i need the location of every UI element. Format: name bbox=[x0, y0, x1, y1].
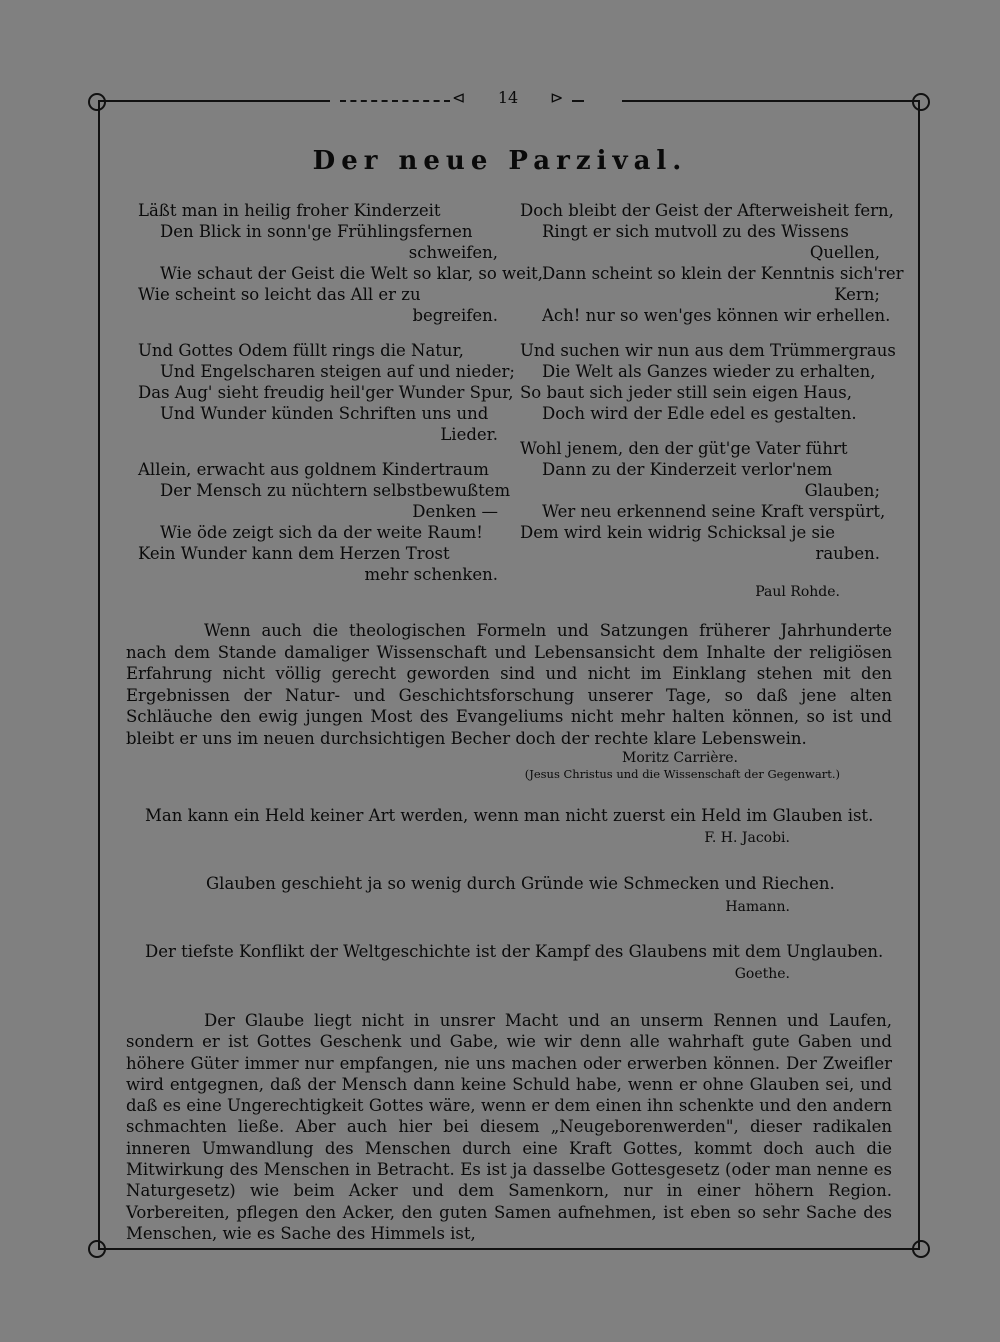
frame-left bbox=[98, 100, 100, 1250]
quote-line: Man kann ein Held keiner Art werden, wenn man nicht zuerst ein Held im Glauben ist. bbox=[145, 806, 874, 825]
page-number: 14 bbox=[497, 88, 519, 107]
page-header bbox=[0, 86, 1000, 116]
poem-line: Die Welt als Ganzes wieder zu erhalten, bbox=[542, 362, 876, 381]
stanza bbox=[138, 340, 515, 445]
poem-line: Und Engelscharen steigen auf und nieder; bbox=[160, 362, 515, 381]
quote-author: Hamann. bbox=[725, 899, 790, 915]
poem-line: Lieder. bbox=[440, 425, 498, 444]
header-dash-left bbox=[340, 100, 450, 102]
corner-ornament-bl bbox=[88, 1240, 106, 1258]
frame-right bbox=[918, 100, 920, 1250]
poem-author: Paul Rohde. bbox=[755, 584, 840, 600]
poem-column-right bbox=[520, 200, 904, 578]
poem-line: Dann scheint so klein der Kenntnis sich'rer bbox=[542, 264, 904, 283]
poem-line: Der Mensch zu nüchtern selbstbewußtem bbox=[160, 481, 511, 500]
poem-line: schweifen, bbox=[408, 243, 498, 262]
stanza bbox=[138, 459, 511, 585]
poem-line: Wie scheint so leicht das All er zu bbox=[138, 285, 421, 304]
poem-line: Doch wird der Edle edel es gestalten. bbox=[542, 404, 857, 423]
poem-line: Das Aug' sieht freudig heil'ger Wunder Spur, bbox=[138, 383, 514, 402]
poem-line: begreifen. bbox=[412, 306, 498, 325]
frame-bottom bbox=[98, 1248, 920, 1250]
poem-line: Doch bleibt der Geist der Afterweisheit fern, bbox=[520, 201, 894, 220]
poem-line: mehr schenken. bbox=[364, 565, 498, 584]
stanza bbox=[520, 438, 886, 564]
poem-line: Kern; bbox=[834, 285, 880, 304]
poem-line: Kein Wunder kann dem Herzen Trost bbox=[138, 544, 450, 563]
poem-line: Allein, erwacht aus goldnem Kindertraum bbox=[138, 460, 489, 479]
body-paragraph: Der Glaube liegt nicht in unsrer Macht und an unserm Rennen und Laufen, sondern er ist Gottes Geschenk und Gabe, wie wir denn alle wahrhaft gute Gaben und höhere Güter immer nur empfangen, nie uns machen oder erwerben können. Der Zweifler wird entgegnen, daß der Mensch dann keine Schuld habe, wenn er ohne Glauben sei, und daß es eine Ungerechtigkeit Gottes wäre, wenn er dem einen ihn schenkte und den andern schmachten ließe. Aber auch hier bei diesem „Neugeborenwerden", dieser radikalen inneren Umwandlung des Menschen durch eine Kraft Gottes, kommt doch auch die Mitwirkung des Menschen in Betracht. Es ist ja dasselbe Gottesgesetz (oder man nenne es Naturgesetz) wie beim Acker und dem Samenkorn, nur in einer höhern Region. Vorbereiten, pflegen den Acker, den guten Samen aufnehmen, ist eben so sehr Sache des Menschen, wie es Sache des Himmels ist, bbox=[126, 1011, 892, 1243]
poem-line: rauben. bbox=[815, 544, 880, 563]
quote-source: (Jesus Christus und die Wissenschaft der Gegenwart.) bbox=[524, 767, 840, 781]
poem-line: Glauben; bbox=[804, 481, 880, 500]
poem-line: Wohl jenem, den der güt'ge Vater führt bbox=[520, 439, 848, 458]
poem-line: Ringt er sich mutvoll zu des Wissens bbox=[542, 222, 849, 241]
poem-line: Dann zu der Kinderzeit verlor'nem bbox=[542, 460, 833, 479]
quote-line: Der tiefste Konflikt der Weltgeschichte ist der Kampf des Glaubens mit dem Unglauben. bbox=[145, 942, 884, 961]
quote-author: F. H. Jacobi. bbox=[704, 830, 790, 846]
poem-line: Wie öde zeigt sich da der weite Raum! bbox=[160, 523, 483, 542]
poem-line: Wie schaut der Geist die Welt so klar, so weit, bbox=[160, 264, 544, 283]
poem-line: Und suchen wir nun aus dem Trümmergraus bbox=[520, 341, 896, 360]
quote-line: Glauben geschieht ja so wenig durch Gründe wie Schmecken und Riechen. bbox=[206, 874, 835, 893]
poem-line: Wer neu erkennend seine Kraft verspürt, bbox=[542, 502, 886, 521]
poem-line: Läßt man in heilig froher Kinderzeit bbox=[138, 201, 441, 220]
stanza bbox=[520, 200, 904, 326]
corner-ornament-br bbox=[912, 1240, 930, 1258]
header-ornament-right: ⊳ bbox=[550, 88, 564, 107]
header-dash-right bbox=[572, 100, 584, 102]
quote-paragraph: Wenn auch die theologischen Formeln und Satzungen früherer Jahrhunderte nach dem Stande damaliger Wissenschaft und Lebensansicht dem Inhalte der religiösen Erfahrung nicht völlig gerecht geworden sind und nicht im Einklang stehen mit den Ergebnissen der Natur- und Geschichtsforschung unserer Tage, so daß jene alten Schläuche den ewig jungen Most des Evangeliums nicht mehr halten können, so ist und bleibt er uns im neuen durchsichtigen Becher doch der rechte klare Lebenswein. bbox=[126, 621, 892, 748]
quote-author: Moritz Carrière. bbox=[621, 750, 739, 766]
poem-line: Quellen, bbox=[809, 243, 880, 262]
poem-line: Ach! nur so wen'ges können wir erhellen. bbox=[542, 306, 891, 325]
poem-line: Und Gottes Odem füllt rings die Natur, bbox=[138, 341, 464, 360]
stanza bbox=[138, 200, 544, 326]
poem-line: Den Blick in sonn'ge Frühlingsfernen bbox=[160, 222, 473, 241]
poem-column-left bbox=[138, 200, 544, 599]
poem-line: Denken — bbox=[412, 502, 498, 521]
poem-line: Dem wird kein widrig Schicksal je sie bbox=[520, 523, 835, 542]
poem-title: Der neue Parzival. bbox=[312, 146, 688, 176]
header-ornament-left: ⊲ bbox=[452, 88, 466, 107]
poem-line: So baut sich jeder still sein eigen Haus, bbox=[520, 383, 852, 402]
poem-line: Und Wunder künden Schriften uns und bbox=[160, 404, 489, 423]
quote-author: Goethe. bbox=[734, 966, 790, 982]
stanza bbox=[520, 340, 896, 424]
